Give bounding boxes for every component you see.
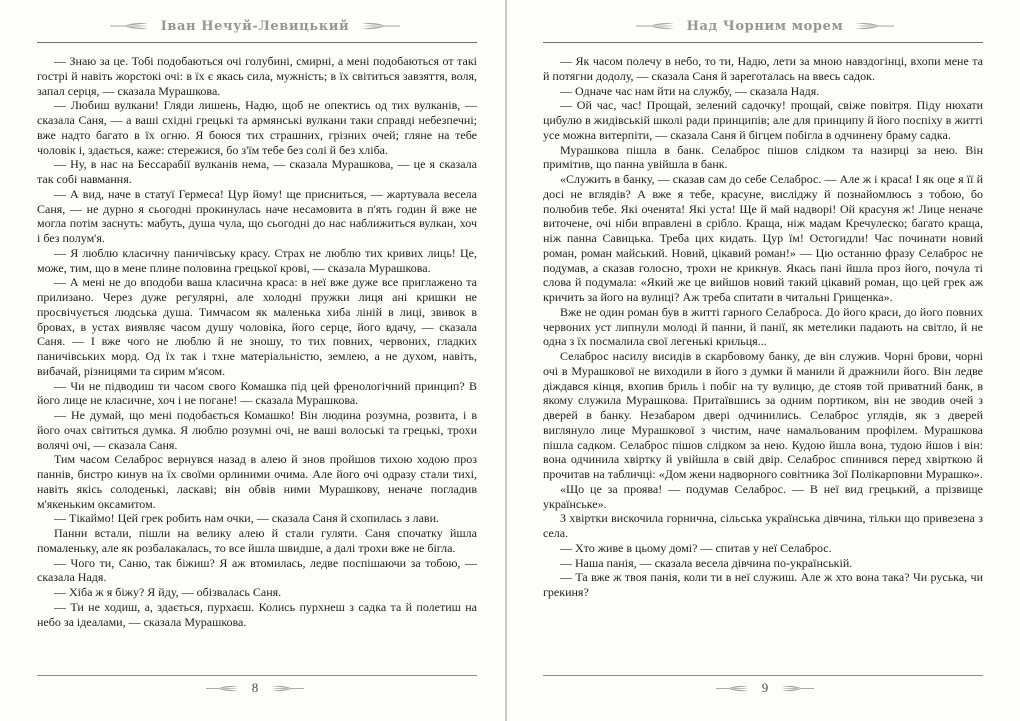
running-header-right bbox=[510, 17, 1020, 35]
page-footer-right bbox=[510, 679, 1020, 697]
footer-rule bbox=[37, 675, 477, 676]
paragraph: — Я люблю класичну паничівську красу. Страх не люблю тих кривих лиць! Це, може, тим, що в мене плине половина грецької крові, — сказала Мурашкова. bbox=[37, 245, 477, 275]
paragraph: — А вид, наче в статуї Гермеса! Цур йому! ще присниться, — жартувала весела Саня, — не дурно я сьогодні прокинулась наче несамовита в п'ять годин й вже не могла потім заснуть: мабуть, душа чула, що сьогодні до нас наближиться вулкан, хоч і без полум'я. bbox=[37, 186, 477, 245]
page-right bbox=[510, 0, 1020, 721]
paragraph: — Як часом полечу в небо, то ти, Надю, лети за мною навздогінці, вхопи мене та й потягни додолу, — сказала Саня й зареготалась на ввесь садок. bbox=[543, 54, 983, 83]
running-header-title: Над Чорним морем bbox=[686, 18, 844, 34]
paragraph: — Одначе час нам йти на службу, — сказала Надя. bbox=[560, 83, 820, 98]
paragraph: — Ну, в нас на Бессарабії вулканів нема, — сказала Мурашкова, — це я сказала так собі навмання. bbox=[37, 157, 477, 186]
page-number: 8 bbox=[251, 680, 259, 696]
feather-ornament-icon bbox=[206, 684, 240, 693]
paragraph: — Та вже ж твоя панія, коли ти в неї служиш. Але ж хто вона така? Чи руська, чи грекиня? bbox=[543, 570, 983, 599]
page-number: 9 bbox=[761, 680, 769, 696]
paragraph: «Служить в банку, — сказав сам до себе Селаброс. — Але ж і краса! І як оце я її й досі не вглядів? А вже я тебе, красуне, висліджу й познайомлюсь з тобою, бо полюбив тебе. Які оченята! Які уста! Ще й май надворі! Ой красуня ж! Лице неначе виточене, очі ніби вправлені в срібло. Краща, ніж мадам Кречулеско; багато краща, ніж панна Савицька. Треба цих кидать. Цур їм! Остогидли! Час починати новий роман, роман майський. Новий, цікавий роман!» — Цю останню фразу Селаброс не подумав, а сказав голосно, трохи не крикнув. Якась пані йшла проз його, почула ті слова й подумала: «Який же це вийшов новий такий цікавий роман, що цей грек аж кричить за його на вулиці? Аж треба спитати в читальні Грищенка». bbox=[543, 172, 983, 304]
paragraph: — Хто живе в цьому домі? — спитав у неї Селаброс. bbox=[560, 540, 832, 555]
feather-ornament-icon bbox=[854, 21, 894, 31]
running-header-left bbox=[0, 17, 510, 35]
paragraph: — Знаю за це. Тобі подобаються очі голубині, смирні, а мені подобаються от такі гострі й навіть жорстокі очі: в їх є якась сила, мужність; в їх світиться завзяття, воля, запал серця, — сказала Мурашкова. bbox=[37, 54, 477, 98]
paragraph: Панни встали, пішли на велику алею й стали гуляти. Саня спочатку йшла помаленьку, але як розбалакалась, то все йшла швидше, а далі трохи вже не бігла. bbox=[37, 526, 477, 555]
paragraph: З хвіртки вискочила горнична, сільська українська дівчина, тільки що привезена з села. bbox=[543, 511, 983, 540]
paragraph: — Ой час, час! Прощай, зелений садочку! прощай, свіже повітря. Піду нюхати цибулю в жидівській школі ради принципів; але для принципу й його поспіху в житті усе можна витерпіти, — сказала Саня й бігцем побігла в одчинену браму садка. bbox=[543, 98, 983, 142]
paragraph: — Любиш вулкани! Гляди лишень, Надю, щоб не опектись од тих вулканів, — сказала Саня, — а ваші східні грецькі та армянські вулкани таки справді небезпечні; вже надто багато в їх огню. Я боюся тих страшних, грізних очей; гляне на тебе чоловік і, здається, каже: стережися, бо з'їм тебе без солі й без хліба. bbox=[37, 98, 477, 157]
paragraph: — Хіба ж я біжу? Я йду, — обізвалась Саня. bbox=[54, 585, 282, 599]
feather-ornament-icon bbox=[636, 21, 676, 31]
paragraph: Селаброс насилу висидів в скарбовому банку, де він служив. Чорні брови, чорні очі в Мурашкової не виходили в його з думки й манили й дражнили його. Він ледве діждався кінця, вхопив бриль і побіг на ту вулицю, де стояв той приватний банк, в якому служила Мурашкова. Притаївшись за одним портиком, він не зводив очей з дверей в банку. Незабаром двері одчинились. Селаброс углядів, як з дверей виглянуло лице Мурашкової з чистим, наче намальованим профілем. Мурашкова пішла садком. Селаброс пішов слідком за нею. Кудою йшла вона, тудою йшов і він: вона одчинила хвіртку й увійшла в свій двір. Селаброс спинився перед хвірткою й прочитав на табличці: «Дом жени надворного совітника Зої Полікарповни Мурашко». bbox=[543, 349, 983, 481]
feather-ornament-icon bbox=[360, 21, 400, 31]
paragraph: — Не думай, що мені подобається Комашко! Він людина розумна, розвита, і в його очах світиться думка. Я люблю розумні очі, не ваші волоські та грецькі, трохи волячі очі, — сказала Саня. bbox=[37, 408, 477, 452]
paragraph: — Наша панія, — сказала весела дівчина по-українській. bbox=[560, 555, 853, 570]
paragraph: — Ти не ходиш, а, здається, пурхаєш. Колись пурхнеш з садка та й полетиш на небо за ідеалами, — сказала Мурашкова. bbox=[37, 599, 477, 629]
paragraph: — Чи не підводиш ти часом свого Комашка під цей френологічний принцип? В його лице не класичне, хоч і не погане! — сказала Мурашкова. bbox=[37, 378, 477, 408]
paragraph: Вже не один роман був в житті гарного Селаброса. До його краси, до його повних червоних уст липнули молоді й панни, й панії, як метелики падають на світло, й не одна з їх посмалила свої легенькі крильця... bbox=[543, 304, 983, 349]
page-footer-left bbox=[0, 679, 510, 697]
page-body-left bbox=[37, 54, 477, 672]
paragraph: — Чого ти, Саню, так біжиш? Я аж втомилась, ледве поспішаючи за тобою, — сказала Надя. bbox=[37, 555, 477, 585]
header-rule bbox=[37, 42, 477, 43]
paragraph: Мурашкова пішла в банк. Селаброс пішов слідком та назирці за нею. Він примітив, що панна увійшла в банк. bbox=[543, 142, 983, 172]
feather-ornament-icon bbox=[110, 21, 150, 31]
feather-ornament-icon bbox=[270, 684, 304, 693]
page-body-right bbox=[543, 54, 983, 672]
running-header-title: Іван Нечуй-Левицький bbox=[160, 18, 350, 34]
feather-ornament-icon bbox=[780, 684, 814, 693]
footer-rule bbox=[543, 675, 983, 676]
page-divider bbox=[505, 0, 507, 721]
paragraph: — А мені не до вподоби ваша класична краса: в неї вже дуже все приглажено та прилизано. Через дуже регулярні, але холодні пружки лиця ані кришки не просвічується людська душа. Тимчасом як маленька хиба ліній в лиці, звивок в бровах, в устах виявляє часом душу чоловіка, його серце, його вдачу, — сказала Саня. — І вже чого не люблю й не зношу, то тих повних, червоних, гладких паничівських морд. Од їх так і тхне матеріальністю, землею, а не духом, навіть, вибачай, різницями та сирим м'ясом. bbox=[37, 275, 477, 378]
feather-ornament-icon bbox=[716, 684, 750, 693]
paragraph: — Тікаймо! Цей грек робить нам очки, — сказала Саня й схопилась з лави. bbox=[54, 511, 439, 526]
paragraph: Тим часом Селаброс вернувся назад в алею й знов пройшов тихою ходою проз паннів, бистро кинув на їх своїми орлиними очима. Але його очі одразу стали тихі, навіть якісь солоденькі, ласкаві; він обвів ними Мурашкову, неначе погладив м'якеньким оксамитом. bbox=[37, 452, 477, 511]
paragraph: «Що це за проява! — подумав Селаброс. — В неї вид грецький, а прізвище українське». bbox=[543, 481, 983, 511]
header-rule bbox=[543, 42, 983, 43]
